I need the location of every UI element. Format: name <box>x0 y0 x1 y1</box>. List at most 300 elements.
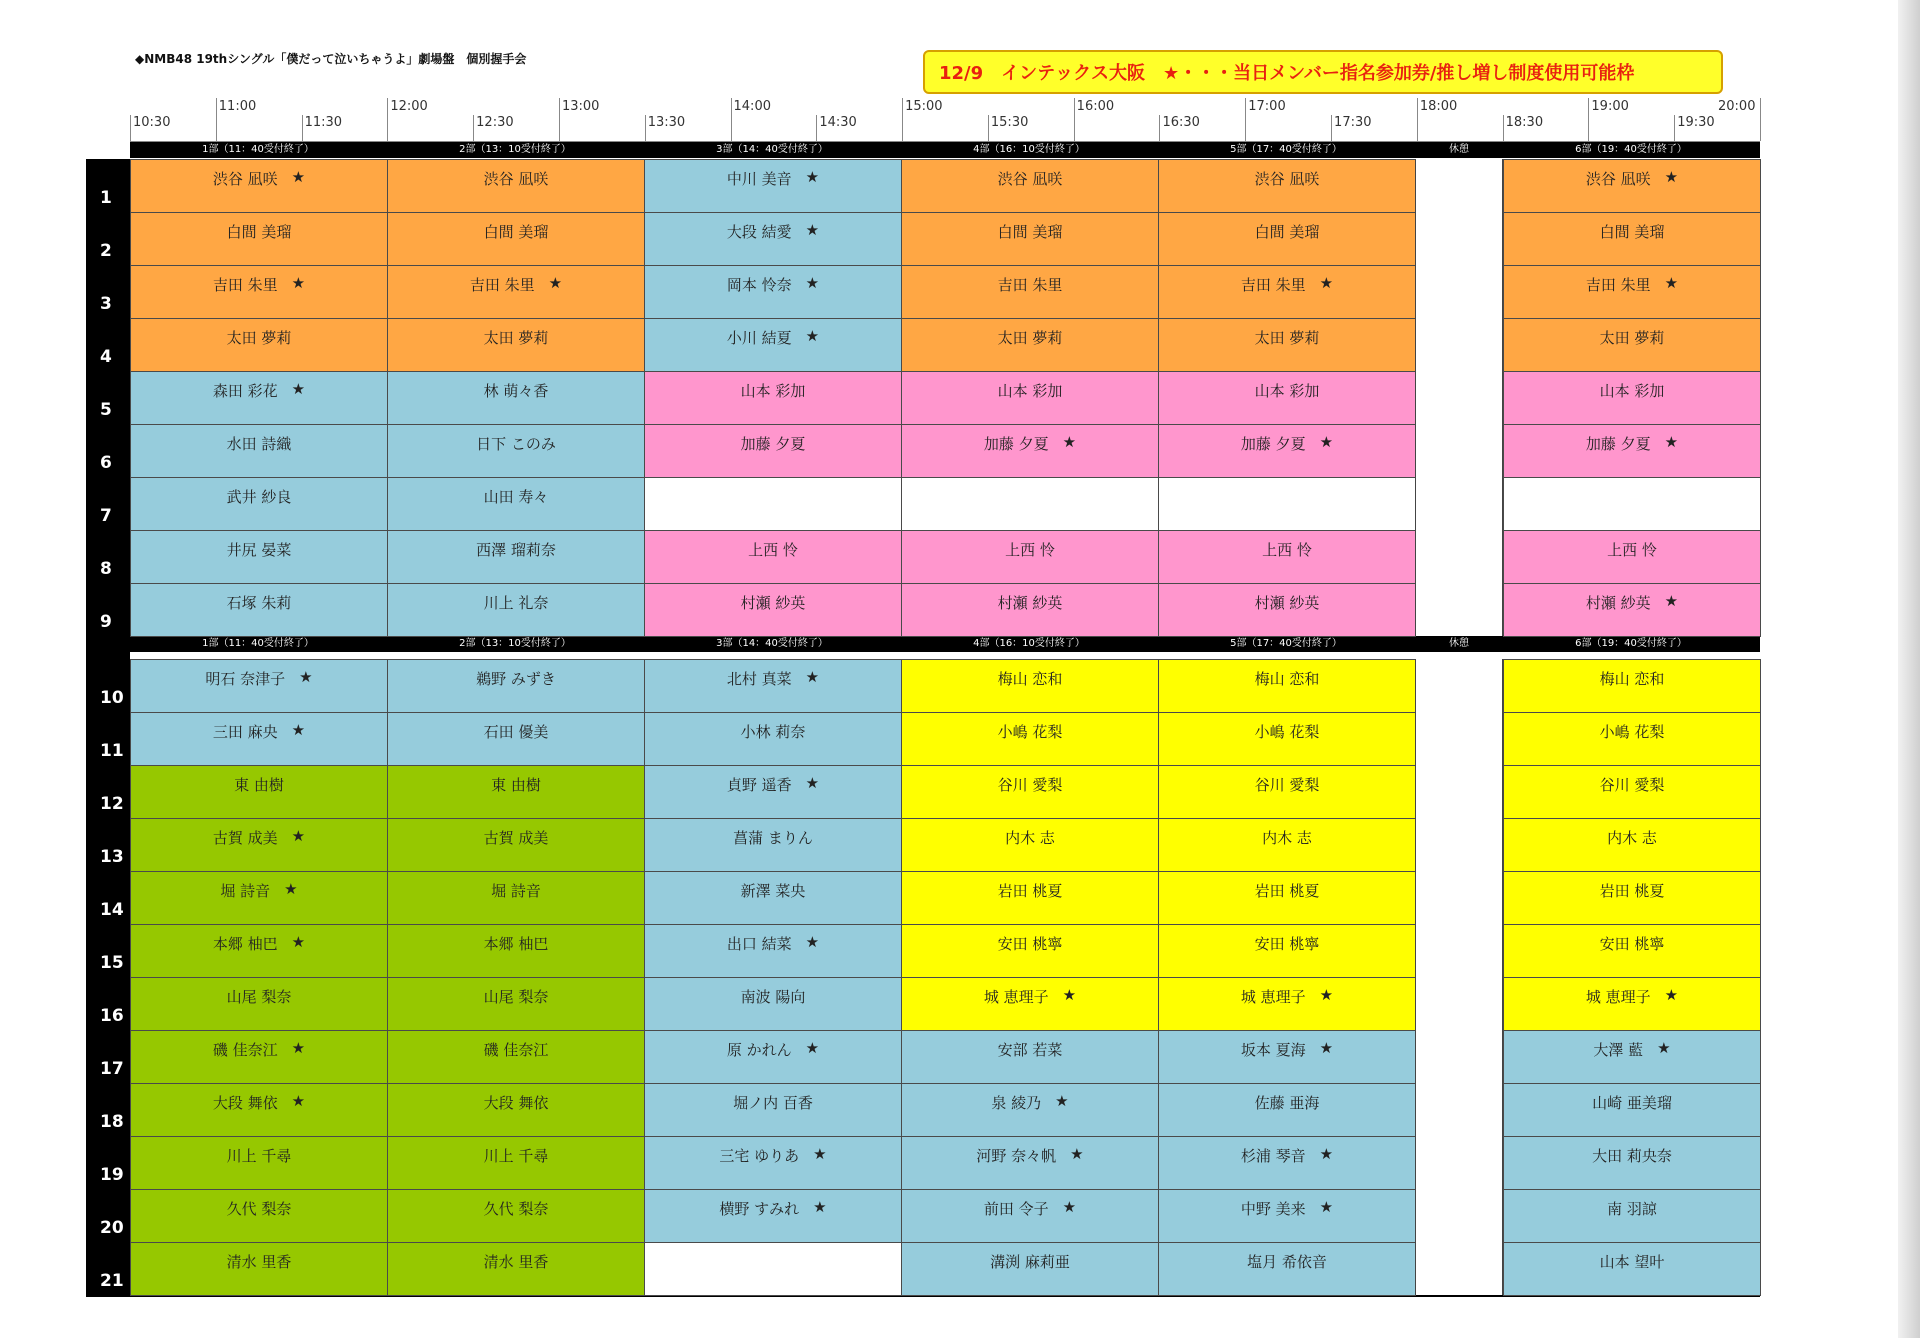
row-number: 8 <box>100 559 112 579</box>
session-label: 5部（17：40受付終了） <box>1230 638 1342 649</box>
member-cell <box>901 765 1159 819</box>
star-icon: ★ <box>813 1198 827 1216</box>
member-name: 白間 美瑠 <box>483 223 549 241</box>
session-label: 1部（11：40受付終了） <box>202 638 314 649</box>
member-name: 本郷 柚巴 <box>483 935 549 953</box>
member-name: 上西 怜 <box>748 541 798 559</box>
star-icon: ★ <box>291 168 306 186</box>
member-cell <box>387 583 645 637</box>
member-cell <box>1503 265 1761 319</box>
member-name: 渋谷 凪咲 <box>1585 170 1651 188</box>
star-icon: ★ <box>291 274 306 292</box>
time-label: 16:00 <box>1076 99 1115 114</box>
session-label: 休憩 <box>1449 144 1469 155</box>
member-cell <box>901 924 1159 978</box>
member-cell <box>387 659 645 713</box>
time-label: 15:30 <box>990 115 1029 130</box>
time-label: 14:30 <box>819 115 857 130</box>
member-cell <box>387 712 645 766</box>
time-tick <box>1760 98 1761 141</box>
member-name: 安部 若菜 <box>997 1041 1063 1059</box>
member-cell <box>1158 159 1416 213</box>
member-name: 磯 佳奈江 <box>212 1041 278 1059</box>
star-icon: ★ <box>1664 986 1679 1004</box>
session-label: 5部（17：40受付終了） <box>1230 144 1342 155</box>
member-name: 山本 彩加 <box>997 382 1063 400</box>
member-name: 城 恵理子 <box>1585 988 1651 1006</box>
session-label: 4部（16：10受付終了） <box>973 638 1085 649</box>
member-cell <box>901 212 1159 266</box>
member-cell <box>644 212 902 266</box>
member-name: 岩田 桃夏 <box>997 882 1063 900</box>
member-cell <box>901 871 1159 925</box>
member-name: 吉田 朱里 <box>212 276 278 294</box>
member-cell <box>901 659 1159 713</box>
session-band <box>130 636 1760 652</box>
member-name: 吉田 朱里 <box>1585 276 1651 294</box>
member-cell <box>1503 530 1761 584</box>
time-label: 19:30 <box>1677 115 1715 130</box>
member-name: 内木 志 <box>1005 829 1055 847</box>
time-tick <box>473 115 474 141</box>
member-cell <box>1503 712 1761 766</box>
session-label: 休憩 <box>1449 638 1469 649</box>
time-tick <box>988 115 989 141</box>
member-name: 久代 梨奈 <box>483 1200 549 1218</box>
member-cell <box>901 1030 1159 1084</box>
member-name: 村瀬 紗英 <box>1254 594 1320 612</box>
member-name: 本郷 柚巴 <box>212 935 278 953</box>
member-cell <box>1503 159 1761 213</box>
row-number: 4 <box>100 347 112 367</box>
member-name: 西澤 瑠莉奈 <box>476 541 556 559</box>
member-name: 東 由樹 <box>491 776 541 794</box>
member-cell <box>1158 583 1416 637</box>
member-cell <box>130 371 388 425</box>
time-label: 13:30 <box>647 115 686 130</box>
member-name: 大澤 藍 <box>1593 1041 1644 1059</box>
member-cell <box>1503 1030 1761 1084</box>
row-number: 15 <box>100 953 124 973</box>
member-cell <box>387 530 645 584</box>
member-name: 日下 このみ <box>476 435 556 453</box>
member-cell <box>130 477 388 531</box>
member-cell <box>130 1083 388 1137</box>
star-icon: ★ <box>291 827 306 845</box>
member-name: 林 萌々香 <box>483 382 549 400</box>
break-column <box>1415 159 1503 636</box>
member-name: 大段 結愛 <box>726 223 792 241</box>
member-cell <box>130 583 388 637</box>
member-name: 菖蒲 まりん <box>733 829 813 847</box>
time-label: 19:00 <box>1591 99 1629 114</box>
row-number: 12 <box>100 794 124 814</box>
member-name: 泉 綾乃 <box>991 1094 1042 1112</box>
member-name: 山尾 梨奈 <box>483 988 549 1006</box>
notice-banner: 12/9 インテックス大阪 ★・・・当日メンバー指名参加券/推し増し制度使用可能枠 <box>923 50 1723 94</box>
member-name: 大田 莉央奈 <box>1592 1147 1672 1165</box>
member-cell <box>130 1242 388 1296</box>
member-cell <box>387 318 645 372</box>
member-name: 石塚 朱莉 <box>226 594 292 612</box>
member-cell <box>1158 871 1416 925</box>
member-cell <box>644 159 902 213</box>
member-cell <box>130 1189 388 1243</box>
time-tick <box>1588 98 1589 141</box>
member-cell <box>901 477 1159 531</box>
time-label: 18:30 <box>1505 115 1544 130</box>
member-cell <box>130 424 388 478</box>
time-label: 10:30 <box>133 115 171 130</box>
member-cell <box>644 871 902 925</box>
star-icon: ★ <box>1664 274 1679 292</box>
star-icon: ★ <box>299 668 313 686</box>
document-title: ◆NMB48 19thシングル「僕だって泣いちゃうよ」劇場盤 個別握手会 <box>135 52 527 66</box>
session-label: 1部（11：40受付終了） <box>202 144 314 155</box>
member-cell <box>644 477 902 531</box>
member-cell <box>644 659 902 713</box>
member-name: 太田 夢莉 <box>997 329 1063 347</box>
row-number: 5 <box>100 400 112 420</box>
member-cell <box>1503 977 1761 1031</box>
member-name: 山本 彩加 <box>1254 382 1320 400</box>
member-cell <box>1158 818 1416 872</box>
member-name: 佐藤 亜海 <box>1254 1094 1320 1112</box>
member-cell <box>387 1083 645 1137</box>
member-cell <box>644 1242 902 1296</box>
member-cell <box>1158 712 1416 766</box>
member-cell <box>644 530 902 584</box>
member-cell <box>1158 765 1416 819</box>
member-name: 武井 紗良 <box>226 488 292 506</box>
time-label: 17:30 <box>1334 115 1372 130</box>
member-name: 出口 結菜 <box>726 935 792 953</box>
session-label: 2部（13：10受付終了） <box>459 638 571 649</box>
member-cell <box>644 712 902 766</box>
time-tick <box>1159 115 1160 141</box>
row-number: 20 <box>100 1218 124 1238</box>
session-label: 3部（14：40受付終了） <box>716 638 828 649</box>
member-name: 古賀 成美 <box>483 829 549 847</box>
time-label: 16:30 <box>1162 115 1200 130</box>
member-name: 城 恵理子 <box>1240 988 1306 1006</box>
star-icon: ★ <box>1319 1039 1334 1057</box>
member-name: 堀ノ内 百香 <box>733 1094 813 1112</box>
star-icon: ★ <box>1664 433 1679 451</box>
star-icon: ★ <box>1664 592 1679 610</box>
row-number: 16 <box>100 1006 124 1026</box>
time-label: 11:00 <box>218 99 257 114</box>
member-name: 山本 望叶 <box>1599 1253 1665 1271</box>
time-tick <box>130 115 131 141</box>
member-name: 内木 志 <box>1607 829 1657 847</box>
member-cell <box>901 265 1159 319</box>
member-cell <box>1503 1083 1761 1137</box>
member-name: 渋谷 凪咲 <box>1254 170 1320 188</box>
member-name: 中野 美来 <box>1240 1200 1306 1218</box>
member-cell <box>1158 265 1416 319</box>
member-name: 横野 すみれ <box>719 1200 800 1218</box>
row-number: 3 <box>100 294 112 314</box>
member-cell <box>644 924 902 978</box>
member-cell <box>1503 765 1761 819</box>
member-name: 渋谷 凪咲 <box>212 170 278 188</box>
member-cell <box>387 1189 645 1243</box>
member-name: 太田 夢莉 <box>1254 329 1320 347</box>
row-number: 9 <box>100 612 112 632</box>
member-name: 太田 夢莉 <box>1599 329 1665 347</box>
star-icon: ★ <box>805 274 820 292</box>
member-name: 坂本 夏海 <box>1240 1041 1306 1059</box>
member-name: 河野 奈々帆 <box>976 1147 1057 1165</box>
time-tick <box>387 98 388 141</box>
member-cell <box>130 977 388 1031</box>
member-cell <box>901 1136 1159 1190</box>
member-name: 安田 桃寧 <box>997 935 1063 953</box>
member-name: 村瀬 紗英 <box>1585 594 1651 612</box>
member-name: 三田 麻央 <box>212 723 278 741</box>
member-name: 加藤 夕夏 <box>983 435 1049 453</box>
member-name: 貞野 遥香 <box>726 776 792 794</box>
row-number: 1 <box>100 188 112 208</box>
member-cell <box>387 1242 645 1296</box>
member-name: 山崎 亜美瑠 <box>1592 1094 1672 1112</box>
time-tick <box>816 115 817 141</box>
member-name: 安田 桃寧 <box>1254 935 1320 953</box>
member-cell <box>901 1242 1159 1296</box>
member-cell <box>1158 977 1416 1031</box>
star-icon: ★ <box>291 721 306 739</box>
member-cell <box>130 530 388 584</box>
member-name: 小林 莉奈 <box>740 723 806 741</box>
member-name: 岡本 怜奈 <box>726 276 792 294</box>
member-name: 明石 奈津子 <box>205 670 286 688</box>
member-name: 上西 怜 <box>1005 541 1055 559</box>
member-name: 川上 千尋 <box>226 1147 292 1165</box>
member-cell <box>644 1030 902 1084</box>
row-number: 10 <box>100 688 124 708</box>
member-name: 原 かれん <box>726 1041 792 1059</box>
time-tick <box>1331 115 1332 141</box>
member-cell <box>387 265 645 319</box>
member-cell <box>901 1189 1159 1243</box>
member-name: 内木 志 <box>1262 829 1312 847</box>
star-icon: ★ <box>291 1092 306 1110</box>
member-cell <box>901 712 1159 766</box>
member-name: 南波 陽向 <box>740 988 806 1006</box>
star-icon: ★ <box>813 1145 827 1163</box>
session-label: 6部（19：40受付終了） <box>1575 638 1687 649</box>
member-cell <box>1503 818 1761 872</box>
time-tick <box>1417 98 1418 141</box>
star-icon: ★ <box>1319 1198 1334 1216</box>
member-name: 加藤 夕夏 <box>740 435 806 453</box>
member-name: 加藤 夕夏 <box>1585 435 1651 453</box>
time-tick <box>559 98 560 141</box>
member-cell <box>130 265 388 319</box>
member-cell <box>1503 1242 1761 1296</box>
page-edge-shadow <box>1898 0 1920 1338</box>
member-cell <box>130 871 388 925</box>
member-name: 村瀬 紗英 <box>740 594 806 612</box>
time-tick <box>1245 98 1246 141</box>
member-name: 森田 彩花 <box>212 382 278 400</box>
session-label: 4部（16：10受付終了） <box>973 144 1085 155</box>
member-cell <box>387 924 645 978</box>
star-icon: ★ <box>805 1039 820 1057</box>
star-icon: ★ <box>1319 274 1334 292</box>
member-name: 谷川 愛梨 <box>997 776 1063 794</box>
star-icon: ★ <box>805 221 820 239</box>
member-cell <box>1158 318 1416 372</box>
member-cell <box>1503 1136 1761 1190</box>
member-cell <box>387 1136 645 1190</box>
member-cell <box>387 159 645 213</box>
member-name: 大段 舞依 <box>212 1094 278 1112</box>
star-icon: ★ <box>1319 433 1334 451</box>
time-tick <box>731 98 732 141</box>
time-label: 12:00 <box>390 99 428 114</box>
member-name: 吉田 朱里 <box>469 276 535 294</box>
member-cell <box>901 371 1159 425</box>
star-icon: ★ <box>805 168 820 186</box>
member-name: 小嶋 花梨 <box>1254 723 1320 741</box>
row-number: 21 <box>100 1271 124 1291</box>
star-icon: ★ <box>1657 1039 1671 1057</box>
star-icon: ★ <box>805 668 820 686</box>
member-cell <box>387 1030 645 1084</box>
star-icon: ★ <box>1319 1145 1334 1163</box>
member-cell <box>387 424 645 478</box>
member-name: 太田 夢莉 <box>483 329 549 347</box>
member-cell <box>130 659 388 713</box>
member-cell <box>901 977 1159 1031</box>
time-tick <box>902 98 903 141</box>
member-cell <box>130 1136 388 1190</box>
member-name: 梅山 恋和 <box>1599 670 1665 688</box>
member-name: 塩月 希依音 <box>1247 1253 1327 1271</box>
member-name: 太田 夢莉 <box>226 329 292 347</box>
time-label: 12:30 <box>476 115 514 130</box>
member-name: 井尻 晏菜 <box>226 541 292 559</box>
row-number: 14 <box>100 900 124 920</box>
member-name: 山田 寿々 <box>483 488 549 506</box>
row-number: 19 <box>100 1165 124 1185</box>
star-icon: ★ <box>805 774 820 792</box>
member-cell <box>1158 1189 1416 1243</box>
break-column <box>1415 659 1503 1295</box>
row-number: 6 <box>100 453 112 473</box>
member-name: 溝渕 麻莉亜 <box>990 1253 1070 1271</box>
member-name: 小嶋 花梨 <box>1599 723 1665 741</box>
row-number: 11 <box>100 741 124 761</box>
time-tick <box>645 115 646 141</box>
member-name: 渋谷 凪咲 <box>997 170 1063 188</box>
star-icon: ★ <box>291 933 306 951</box>
member-cell <box>644 583 902 637</box>
member-cell <box>1158 371 1416 425</box>
member-name: 小嶋 花梨 <box>997 723 1063 741</box>
member-name: 村瀬 紗英 <box>997 594 1063 612</box>
star-icon: ★ <box>1062 433 1077 451</box>
member-name: 安田 桃寧 <box>1599 935 1665 953</box>
member-name: 白間 美瑠 <box>1599 223 1665 241</box>
star-icon: ★ <box>1070 1145 1084 1163</box>
session-label: 3部（14：40受付終了） <box>716 144 828 155</box>
member-name: 中川 美音 <box>726 170 792 188</box>
member-name: 堀 詩音 <box>220 882 271 900</box>
member-cell <box>1158 477 1416 531</box>
member-cell <box>1503 583 1761 637</box>
member-cell <box>1503 371 1761 425</box>
time-label: 11:30 <box>304 115 343 130</box>
member-cell <box>130 712 388 766</box>
member-name: 久代 梨奈 <box>226 1200 292 1218</box>
time-tick <box>1674 115 1675 141</box>
member-name: 加藤 夕夏 <box>1240 435 1306 453</box>
member-cell <box>387 818 645 872</box>
row-number: 7 <box>100 506 112 526</box>
member-name: 川上 千尋 <box>483 1147 549 1165</box>
row-number-column <box>86 159 130 1297</box>
member-cell <box>1158 212 1416 266</box>
star-icon: ★ <box>805 327 820 345</box>
session-label: 6部（19：40受付終了） <box>1575 144 1687 155</box>
member-cell <box>130 818 388 872</box>
member-cell <box>1503 212 1761 266</box>
member-name: 堀 詩音 <box>491 882 541 900</box>
time-label: 13:00 <box>561 99 600 114</box>
member-name: 前田 令子 <box>983 1200 1049 1218</box>
member-cell <box>1503 318 1761 372</box>
member-name: 清水 里香 <box>483 1253 549 1271</box>
member-name: 城 恵理子 <box>983 988 1049 1006</box>
member-cell <box>387 977 645 1031</box>
member-name: 白間 美瑠 <box>226 223 292 241</box>
time-tick <box>216 98 217 141</box>
member-cell <box>1503 424 1761 478</box>
member-cell <box>130 318 388 372</box>
member-cell <box>901 159 1159 213</box>
member-cell <box>1503 924 1761 978</box>
member-cell <box>644 1083 902 1137</box>
member-cell <box>387 765 645 819</box>
time-label: 17:00 <box>1248 99 1286 114</box>
member-cell <box>130 212 388 266</box>
member-cell <box>130 924 388 978</box>
member-name: 小川 結夏 <box>726 329 792 347</box>
star-icon: ★ <box>291 1039 306 1057</box>
member-name: 白間 美瑠 <box>1254 223 1320 241</box>
member-cell <box>901 530 1159 584</box>
member-cell <box>387 212 645 266</box>
member-cell <box>644 265 902 319</box>
member-cell <box>644 424 902 478</box>
member-cell <box>1503 477 1761 531</box>
time-label: 15:00 <box>905 99 943 114</box>
member-name: 谷川 愛梨 <box>1254 776 1320 794</box>
time-tick <box>1503 115 1504 141</box>
star-icon: ★ <box>805 933 820 951</box>
member-name: 古賀 成美 <box>212 829 278 847</box>
member-cell <box>644 1189 902 1243</box>
member-name: 梅山 恋和 <box>997 670 1063 688</box>
member-name: 南 羽諒 <box>1607 1200 1657 1218</box>
member-name: 北村 真菜 <box>726 670 792 688</box>
star-icon: ★ <box>1062 986 1077 1004</box>
star-icon: ★ <box>548 274 563 292</box>
time-label: 20:00 <box>1718 99 1756 114</box>
